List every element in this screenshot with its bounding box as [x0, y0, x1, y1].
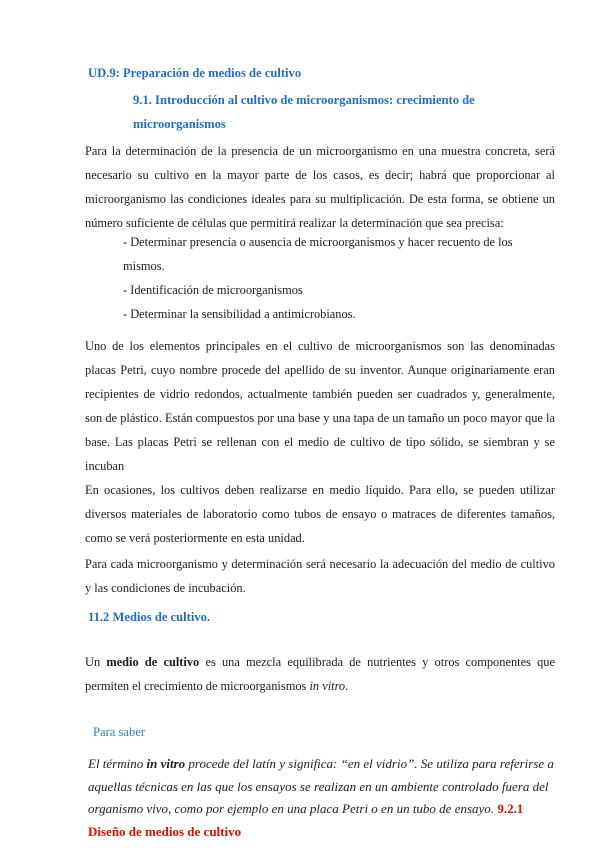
- culture-medium-definition: [85, 650, 555, 698]
- para-saber-label: Para saber: [93, 725, 146, 739]
- note-text: El término: [88, 756, 147, 771]
- list-item: - Determinar la sensibilidad a antimicrobianos.: [123, 307, 356, 321]
- adaptation-paragraph: Para cada microorganismo y determinación será necesario la adecuación del medio de cultivo y las condiciones de incubación.: [85, 557, 555, 595]
- italic-term-in-vitro: in vitro: [309, 679, 346, 693]
- definition-text: Un: [85, 655, 107, 669]
- list-item: - Determinar presencia o ausencia de microorganismos y hacer recuento de los mismos.: [123, 235, 513, 273]
- page-content: [85, 0, 555, 843]
- in-vitro-note: [88, 753, 555, 843]
- intro-paragraph: Para la determinación de la presencia de un microorganismo en una muestra concreta, será necesario su cultivo en la mayor parte de los casos, es decir; habrá que proporcionar al microorganismo las condiciones ideales para su multiplicación. De esta forma, se obtiene un número suficiente de células que permitirá realizar la determinación que sea precisa:: [85, 144, 555, 230]
- section-title: 9.1. Introducción al cultivo de microorganismos: crecimiento de microorganismos: [133, 93, 475, 131]
- liquid-medium-paragraph: En ocasiones, los cultivos deben realizarse en medio líquido. Para ello, se pueden utilizar diversos materiales de laboratorio como tubos de ensayo o matraces de diferentes tamaños, como se verá posteriormente en esta unidad.: [85, 483, 555, 545]
- media-section-heading: 11.2 Medios de cultivo.: [88, 610, 211, 624]
- determinations-list: [123, 230, 555, 326]
- definition-text: es una mezcla equilibrada de nutrientes y otros componentes que permiten el crecimiento de microorganismos: [85, 655, 555, 693]
- unit-title: UD.9: Preparación de medios de cultivo: [88, 66, 302, 80]
- note-bold-in-vitro: in vitro: [146, 756, 186, 771]
- petri-dish-paragraph: Uno de los elementos principales en el cultivo de microorganismos son las denominadas placas Petri, cuyo nombre procede del apellido de su inventor. Aunque originariamente eran recipientes de vidrio redondos, actualmente también pueden ser cuadrados y, generalmente, son de plástico. Están compuestos por una base y una tapa de un tamaño un poco mayor que la base. Las placas Petri se rellenan con el medio de cultivo de tipo sólido, se siembran y se incuban: [85, 339, 555, 473]
- list-item: - Identificación de microorganismos: [123, 283, 303, 297]
- red-section-heading: 9.2.1 Diseño de medios de cultivo: [88, 801, 524, 839]
- bold-term-medio-de-cultivo: medio de cultivo: [106, 655, 200, 669]
- definition-text: .: [345, 679, 349, 693]
- note-text: procede del latín y significa: “en el vidrio”. Se utiliza para referirse a aquellas técnicas en las que los ensayos se realizan en un ambiente controlado fuera del organismo vivo, como por ejemplo en una placa Petri o en un tubo de ensayo.: [88, 756, 554, 816]
